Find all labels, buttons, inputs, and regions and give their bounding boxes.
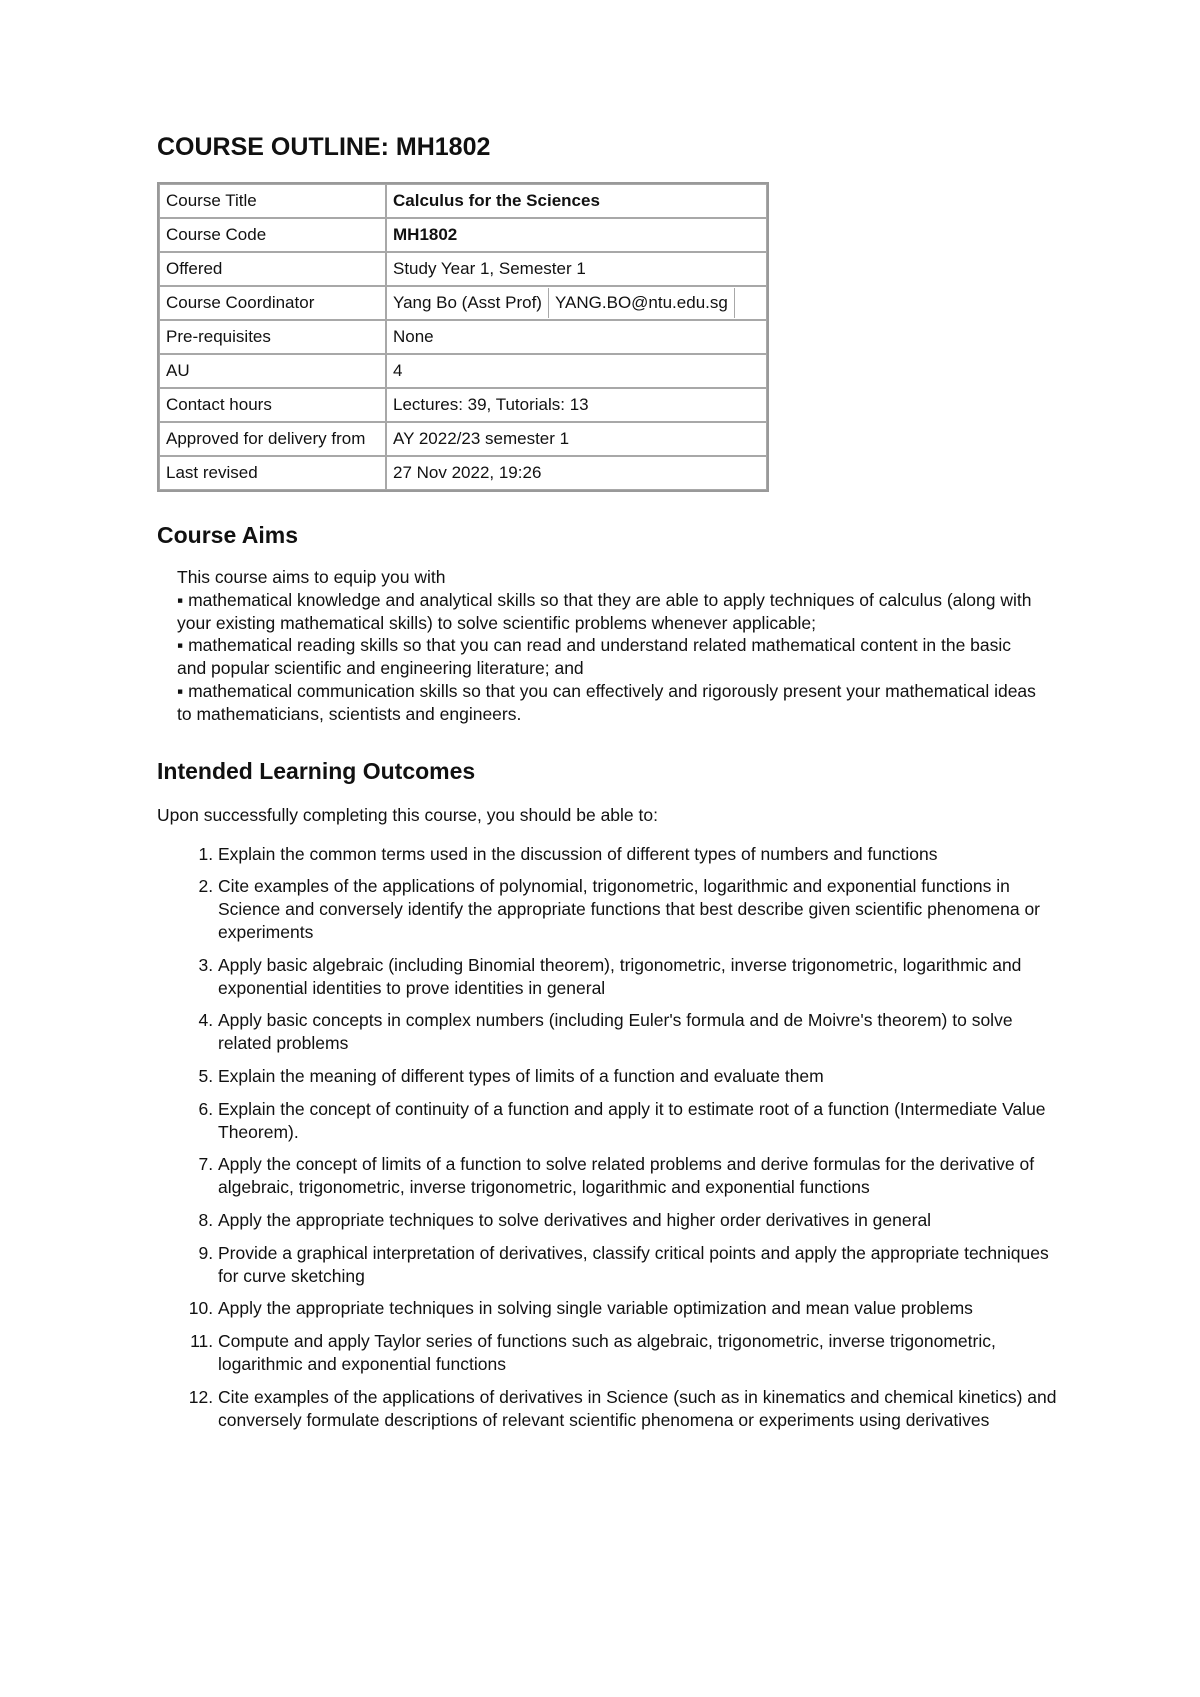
coordinator-email: YANG.BO@ntu.edu.sg [549, 288, 735, 318]
course-code-value: MH1802 [386, 218, 767, 252]
list-item: 3. Apply basic algebraic (including Binomial theorem), trigonometric, inverse trigonometric, logarithmic and exponential identities to prove identities in general [218, 954, 1058, 1000]
list-item: 4. Apply basic concepts in complex numbers (including Euler's formula and de Moivre's theorem) to solve related problems [218, 1009, 1058, 1055]
table-row [159, 388, 767, 422]
course-aims-body [177, 566, 1037, 726]
list-item: 5. Explain the meaning of different types of limits of a function and evaluate them [218, 1065, 1058, 1088]
learning-outcomes-heading: Intended Learning Outcomes [157, 757, 476, 784]
offered-label: Offered [159, 252, 386, 286]
aims-line: This course aims to equip you with [177, 567, 446, 587]
offered-value: Study Year 1, Semester 1 [386, 252, 767, 286]
approved-value: AY 2022/23 semester 1 [386, 422, 767, 456]
learning-outcomes-intro: Upon successfully completing this course, you should be able to: [157, 804, 658, 825]
list-item: 7. Apply the concept of limits of a function to solve related problems and derive formulas for the derivative of algebraic, trigonometric, inverse trigonometric, logarithmic and exponential functions [218, 1153, 1058, 1199]
course-title-value: Calculus for the Sciences [386, 184, 767, 218]
list-item: 11. Compute and apply Taylor series of functions such as algebraic, trigonometric, inverse trigonometric, logarithmic and exponential functions [218, 1330, 1058, 1376]
coordinator-label: Course Coordinator [159, 286, 386, 320]
aims-line: ▪ mathematical reading skills so that you can read and understand related mathematical content in the basic and popular scientific and engineering literature; and [177, 635, 1012, 679]
contact-hours-label: Contact hours [159, 388, 386, 422]
learning-outcomes-list [157, 843, 1058, 1432]
table-row [159, 320, 767, 354]
table-row [159, 354, 767, 388]
course-title-label: Course Title [159, 184, 386, 218]
table-row [159, 422, 767, 456]
list-item: 10. Apply the appropriate techniques in solving single variable optimization and mean value problems [218, 1297, 1058, 1320]
course-aims-heading: Course Aims [157, 522, 299, 548]
course-code-label: Course Code [159, 218, 386, 252]
aims-line: ▪ mathematical knowledge and analytical skills so that they are able to apply techniques of calculus (along with your existing mathematical skills) to solve scientific problems whenever applicable; [177, 589, 1032, 633]
coordinator-name: Yang Bo (Asst Prof) [393, 288, 549, 318]
list-item: 8. Apply the appropriate techniques to solve derivatives and higher order derivatives in general [218, 1209, 1058, 1232]
list-item: 12. Cite examples of the applications of derivatives in Science (such as in kinematics and chemical kinetics) and conversely formulate descriptions of relevant scientific phenomena or experiments using derivatives [218, 1386, 1058, 1432]
table-row [159, 184, 767, 218]
au-label: AU [159, 354, 386, 388]
contact-hours-value: Lectures: 39, Tutorials: 13 [386, 388, 767, 422]
last-revised-value: 27 Nov 2022, 19:26 [386, 456, 767, 490]
table-row [159, 456, 767, 490]
approved-label: Approved for delivery from [159, 422, 386, 456]
table-row [159, 252, 767, 286]
last-revised-label: Last revised [159, 456, 386, 490]
table-row [159, 218, 767, 252]
list-item: 9. Provide a graphical interpretation of derivatives, classify critical points and apply the appropriate techniques for curve sketching [218, 1242, 1058, 1288]
document-page [157, 130, 1057, 1441]
table-row [159, 286, 767, 320]
list-item: 6. Explain the concept of continuity of a function and apply it to estimate root of a function (Intermediate Value Theorem). [218, 1098, 1058, 1144]
au-value: 4 [386, 354, 767, 388]
prereq-label: Pre-requisites [159, 320, 386, 354]
aims-line: ▪ mathematical communication skills so that you can effectively and rigorously present your mathematical ideas to mathematicians, scientists and engineers. [177, 680, 1036, 724]
course-info-table [157, 182, 769, 492]
page-title: COURSE OUTLINE: MH1802 [157, 133, 491, 161]
list-item: 1. Explain the common terms used in the discussion of different types of numbers and functions [218, 843, 1058, 866]
prereq-value: None [386, 320, 767, 354]
coordinator-cell [386, 286, 767, 320]
list-item: 2. Cite examples of the applications of polynomial, trigonometric, logarithmic and exponential functions in Science and conversely identify the appropriate functions that best describe given scientific phenomena or experiments [218, 875, 1058, 943]
